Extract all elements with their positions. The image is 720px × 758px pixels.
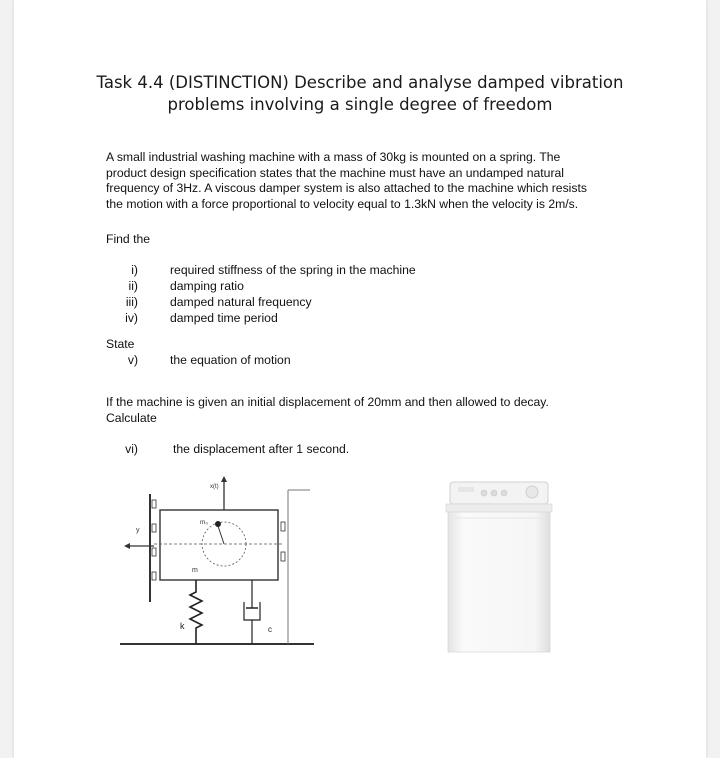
condition-line: If the machine is given an initial displacement of 20mm and then allowed to decay. bbox=[106, 395, 549, 409]
page-title bbox=[14, 72, 706, 116]
item-text: required stiffness of the spring in the machine bbox=[170, 263, 416, 277]
knob-icon bbox=[501, 490, 507, 496]
cabinet bbox=[448, 512, 550, 652]
x-axis-label: x(t) bbox=[210, 484, 219, 490]
title-line-2: problems involving a single degree of freedom bbox=[167, 95, 553, 114]
roller bbox=[152, 572, 156, 580]
knob-icon bbox=[481, 490, 487, 496]
roller bbox=[152, 524, 156, 532]
y-arrow-head bbox=[124, 543, 130, 549]
spring-label: k bbox=[180, 621, 185, 631]
intro-line: A small industrial washing machine with a mass of 30kg is mounted on a spring. The bbox=[106, 150, 561, 164]
x-arrow-head bbox=[221, 476, 227, 482]
item-number: i) bbox=[131, 263, 138, 277]
item-text: damping ratio bbox=[170, 279, 244, 293]
knob-icon bbox=[491, 490, 497, 496]
y-axis-label: y bbox=[136, 527, 140, 534]
item-text: damped natural frequency bbox=[170, 295, 312, 309]
item-number: ii) bbox=[128, 279, 138, 293]
intro-line: frequency of 3Hz. A viscous damper system is also attached to the machine which resists bbox=[106, 181, 587, 195]
state-label: State bbox=[106, 337, 135, 351]
roller bbox=[152, 548, 156, 556]
spring bbox=[190, 580, 202, 644]
item-number: v) bbox=[127, 353, 138, 367]
item-number: iii) bbox=[125, 295, 138, 309]
item-text: the equation of motion bbox=[170, 353, 291, 367]
mass-label: m bbox=[192, 567, 198, 574]
lid-edge bbox=[446, 504, 552, 512]
damper-label: c bbox=[268, 625, 272, 634]
roller bbox=[281, 522, 285, 531]
intro-line: the motion with a force proportional to velocity equal to 1.3kN when the velocity is 2m/s. bbox=[106, 196, 579, 211]
item-text: damped time period bbox=[170, 311, 278, 325]
document-page bbox=[14, 0, 706, 758]
dial-icon bbox=[526, 486, 538, 498]
intro-line: product design specification states that the machine must have an undamped natural bbox=[106, 165, 564, 180]
roller bbox=[152, 500, 156, 508]
condition-line: Calculate bbox=[106, 410, 157, 425]
eccentric-arm bbox=[218, 526, 224, 544]
roller bbox=[281, 552, 285, 561]
title-line-1: Task 4.4 (DISTINCTION) Describe and analyse damped vibration bbox=[96, 73, 624, 92]
item-text: the displacement after 1 second. bbox=[173, 442, 350, 456]
mass-block bbox=[160, 510, 278, 580]
label-plate bbox=[458, 487, 474, 492]
vibration-diagram bbox=[110, 474, 320, 654]
unbalance-mass-label: m₀ bbox=[200, 519, 209, 526]
washing-machine-image bbox=[444, 478, 554, 656]
find-label: Find the bbox=[106, 232, 151, 246]
condition-paragraph bbox=[106, 395, 646, 426]
item-number: iv) bbox=[125, 311, 138, 325]
item-number: vi) bbox=[125, 442, 138, 456]
intro-paragraph bbox=[106, 150, 646, 212]
unbalanced-mass bbox=[215, 521, 221, 527]
